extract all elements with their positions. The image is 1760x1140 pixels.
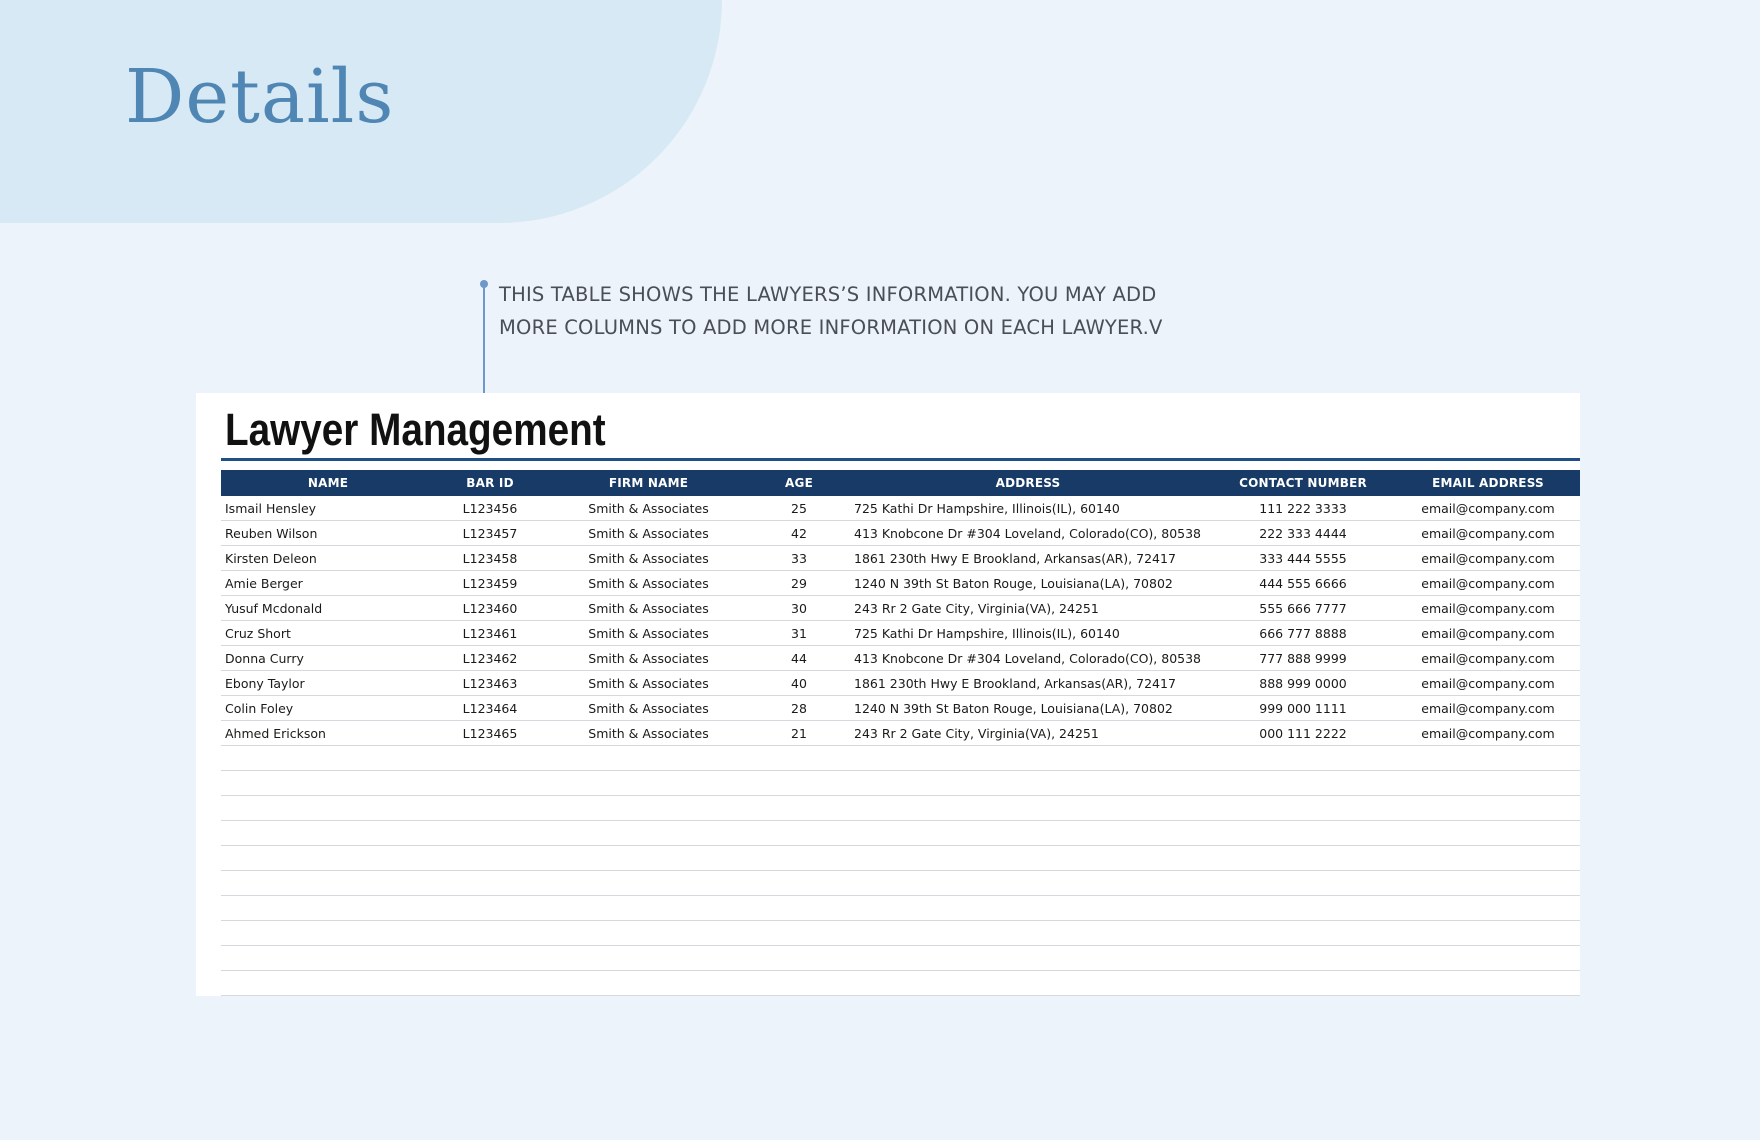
empty-cell[interactable] xyxy=(752,896,846,921)
cell-age[interactable]: 42 xyxy=(752,521,846,546)
cell-name[interactable]: Reuben Wilson xyxy=(221,521,435,546)
empty-cell[interactable] xyxy=(221,796,435,821)
empty-cell[interactable] xyxy=(1396,796,1580,821)
cell-age[interactable]: 40 xyxy=(752,671,846,696)
cell-email-address[interactable]: email@company.com xyxy=(1396,596,1580,621)
cell-email-address[interactable]: email@company.com xyxy=(1396,621,1580,646)
empty-cell[interactable] xyxy=(221,896,435,921)
empty-cell[interactable] xyxy=(435,896,545,921)
empty-cell[interactable] xyxy=(435,821,545,846)
cell-bar-id[interactable]: L123465 xyxy=(435,721,545,746)
cell-firm-name[interactable]: Smith & Associates xyxy=(545,721,752,746)
cell-address[interactable]: 243 Rr 2 Gate City, Virginia(VA), 24251 xyxy=(846,721,1210,746)
empty-cell[interactable] xyxy=(1210,946,1396,971)
empty-cell[interactable] xyxy=(1396,896,1580,921)
cell-firm-name[interactable]: Smith & Associates xyxy=(545,671,752,696)
cell-contact-number[interactable]: 333 444 5555 xyxy=(1210,546,1396,571)
cell-bar-id[interactable]: L123459 xyxy=(435,571,545,596)
cell-bar-id[interactable]: L123457 xyxy=(435,521,545,546)
cell-address[interactable]: 725 Kathi Dr Hampshire, Illinois(IL), 60140 xyxy=(846,621,1210,646)
cell-email-address[interactable]: email@company.com xyxy=(1396,496,1580,521)
empty-cell[interactable] xyxy=(545,771,752,796)
cell-contact-number[interactable]: 111 222 3333 xyxy=(1210,496,1396,521)
cell-age[interactable]: 25 xyxy=(752,496,846,521)
table-row[interactable] xyxy=(221,571,1580,596)
cell-bar-id[interactable]: L123460 xyxy=(435,596,545,621)
cell-email-address[interactable]: email@company.com xyxy=(1396,721,1580,746)
empty-table-row[interactable] xyxy=(221,771,1580,796)
empty-cell[interactable] xyxy=(221,871,435,896)
lawyer-sheet xyxy=(196,393,1580,996)
cell-name[interactable]: Cruz Short xyxy=(221,621,435,646)
empty-cell[interactable] xyxy=(1210,921,1396,946)
empty-table-row[interactable] xyxy=(221,921,1580,946)
cell-address[interactable]: 413 Knobcone Dr #304 Loveland, Colorado(CO), 80538 xyxy=(846,646,1210,671)
cell-firm-name[interactable]: Smith & Associates xyxy=(545,571,752,596)
empty-cell[interactable] xyxy=(545,946,752,971)
empty-table-row[interactable] xyxy=(221,971,1580,996)
table-row[interactable] xyxy=(221,646,1580,671)
empty-cell[interactable] xyxy=(752,821,846,846)
cell-contact-number[interactable]: 000 111 2222 xyxy=(1210,721,1396,746)
column-header-bar-id[interactable]: BAR ID xyxy=(435,470,545,496)
empty-table-row[interactable] xyxy=(221,946,1580,971)
cell-name[interactable]: Colin Foley xyxy=(221,696,435,721)
empty-cell[interactable] xyxy=(221,921,435,946)
cell-address[interactable]: 1861 230th Hwy E Brookland, Arkansas(AR), 72417 xyxy=(846,546,1210,571)
cell-bar-id[interactable]: L123461 xyxy=(435,621,545,646)
cell-contact-number[interactable]: 222 333 4444 xyxy=(1210,521,1396,546)
table-row[interactable] xyxy=(221,521,1580,546)
cell-contact-number[interactable]: 888 999 0000 xyxy=(1210,671,1396,696)
cell-contact-number[interactable]: 555 666 7777 xyxy=(1210,596,1396,621)
empty-cell[interactable] xyxy=(1396,771,1580,796)
cell-bar-id[interactable]: L123458 xyxy=(435,546,545,571)
empty-cell[interactable] xyxy=(752,871,846,896)
cell-firm-name[interactable]: Smith & Associates xyxy=(545,496,752,521)
empty-cell[interactable] xyxy=(545,896,752,921)
cell-email-address[interactable]: email@company.com xyxy=(1396,571,1580,596)
empty-cell[interactable] xyxy=(1396,846,1580,871)
empty-cell[interactable] xyxy=(846,896,1210,921)
empty-cell[interactable] xyxy=(1396,821,1580,846)
empty-cell[interactable] xyxy=(1210,971,1396,996)
cell-name[interactable]: Amie Berger xyxy=(221,571,435,596)
empty-cell[interactable] xyxy=(752,796,846,821)
column-header-address[interactable]: ADDRESS xyxy=(846,470,1210,496)
cell-firm-name[interactable]: Smith & Associates xyxy=(545,546,752,571)
empty-cell[interactable] xyxy=(545,921,752,946)
empty-cell[interactable] xyxy=(221,846,435,871)
empty-cell[interactable] xyxy=(1210,796,1396,821)
table-row[interactable] xyxy=(221,496,1580,521)
empty-table-row[interactable] xyxy=(221,871,1580,896)
cell-contact-number[interactable]: 999 000 1111 xyxy=(1210,696,1396,721)
empty-cell[interactable] xyxy=(1210,821,1396,846)
cell-firm-name[interactable]: Smith & Associates xyxy=(545,646,752,671)
cell-address[interactable]: 725 Kathi Dr Hampshire, Illinois(IL), 60140 xyxy=(846,496,1210,521)
empty-table-row[interactable] xyxy=(221,846,1580,871)
empty-cell[interactable] xyxy=(545,846,752,871)
table-row[interactable] xyxy=(221,696,1580,721)
empty-cell[interactable] xyxy=(435,871,545,896)
cell-address[interactable]: 1240 N 39th St Baton Rouge, Louisiana(LA), 70802 xyxy=(846,696,1210,721)
empty-cell[interactable] xyxy=(1396,946,1580,971)
empty-cell[interactable] xyxy=(1210,896,1396,921)
empty-cell[interactable] xyxy=(435,746,545,771)
empty-cell[interactable] xyxy=(221,821,435,846)
title-divider xyxy=(221,458,1580,461)
empty-cell[interactable] xyxy=(1396,746,1580,771)
page-heading: Details xyxy=(125,54,395,140)
empty-cell[interactable] xyxy=(1396,871,1580,896)
empty-cell[interactable] xyxy=(846,971,1210,996)
empty-cell[interactable] xyxy=(1210,871,1396,896)
column-header-email-address[interactable]: EMAIL ADDRESS xyxy=(1396,470,1580,496)
empty-cell[interactable] xyxy=(545,871,752,896)
cell-age[interactable]: 31 xyxy=(752,621,846,646)
table-row[interactable] xyxy=(221,596,1580,621)
cell-name[interactable]: Ebony Taylor xyxy=(221,671,435,696)
cell-address[interactable]: 413 Knobcone Dr #304 Loveland, Colorado(CO), 80538 xyxy=(846,521,1210,546)
empty-cell[interactable] xyxy=(435,846,545,871)
empty-cell[interactable] xyxy=(846,946,1210,971)
table-note: THIS TABLE SHOWS THE LAWYERS’S INFORMATION. YOU MAY ADD MORE COLUMNS TO ADD MORE INFORMATION ON EACH LAWYER.V xyxy=(499,283,1163,339)
cell-firm-name[interactable]: Smith & Associates xyxy=(545,521,752,546)
cell-address[interactable]: 1861 230th Hwy E Brookland, Arkansas(AR), 72417 xyxy=(846,671,1210,696)
cell-name[interactable]: Kirsten Deleon xyxy=(221,546,435,571)
cell-age[interactable]: 28 xyxy=(752,696,846,721)
cell-age[interactable]: 44 xyxy=(752,646,846,671)
empty-cell[interactable] xyxy=(545,746,752,771)
cell-contact-number[interactable]: 666 777 8888 xyxy=(1210,621,1396,646)
column-header-firm-name[interactable]: FIRM NAME xyxy=(545,470,752,496)
empty-table-row[interactable] xyxy=(221,796,1580,821)
table-header-row xyxy=(221,470,1580,496)
empty-cell[interactable] xyxy=(221,771,435,796)
cell-age[interactable]: 30 xyxy=(752,596,846,621)
lawyer-table xyxy=(221,470,1580,996)
empty-cell[interactable] xyxy=(846,871,1210,896)
column-header-age[interactable]: AGE xyxy=(752,470,846,496)
table-row[interactable] xyxy=(221,621,1580,646)
empty-cell[interactable] xyxy=(545,971,752,996)
empty-cell[interactable] xyxy=(752,946,846,971)
empty-cell[interactable] xyxy=(221,971,435,996)
cell-name[interactable]: Ahmed Erickson xyxy=(221,721,435,746)
empty-cell[interactable] xyxy=(846,921,1210,946)
column-header-contact-number[interactable]: CONTACT NUMBER xyxy=(1210,470,1396,496)
empty-cell[interactable] xyxy=(545,796,752,821)
empty-table-row[interactable] xyxy=(221,821,1580,846)
empty-table-row[interactable] xyxy=(221,896,1580,921)
empty-cell[interactable] xyxy=(846,846,1210,871)
empty-cell[interactable] xyxy=(1210,846,1396,871)
empty-cell[interactable] xyxy=(846,796,1210,821)
cell-bar-id[interactable]: L123463 xyxy=(435,671,545,696)
cell-contact-number[interactable]: 444 555 6666 xyxy=(1210,571,1396,596)
empty-cell[interactable] xyxy=(221,946,435,971)
cell-bar-id[interactable]: L123464 xyxy=(435,696,545,721)
cell-name[interactable]: Donna Curry xyxy=(221,646,435,671)
cell-age[interactable]: 33 xyxy=(752,546,846,571)
cell-bar-id[interactable]: L123456 xyxy=(435,496,545,521)
cell-name[interactable]: Yusuf Mcdonald xyxy=(221,596,435,621)
empty-cell[interactable] xyxy=(752,971,846,996)
empty-cell[interactable] xyxy=(846,821,1210,846)
table-body xyxy=(221,496,1580,996)
empty-cell[interactable] xyxy=(846,746,1210,771)
cell-bar-id[interactable]: L123462 xyxy=(435,646,545,671)
cell-email-address[interactable]: email@company.com xyxy=(1396,521,1580,546)
empty-cell[interactable] xyxy=(545,821,752,846)
cell-email-address[interactable]: email@company.com xyxy=(1396,546,1580,571)
cell-address[interactable]: 1240 N 39th St Baton Rouge, Louisiana(LA), 70802 xyxy=(846,571,1210,596)
empty-cell[interactable] xyxy=(1210,746,1396,771)
cell-firm-name[interactable]: Smith & Associates xyxy=(545,696,752,721)
empty-cell[interactable] xyxy=(435,971,545,996)
cell-age[interactable]: 29 xyxy=(752,571,846,596)
cell-email-address[interactable]: email@company.com xyxy=(1396,696,1580,721)
cell-address[interactable]: 243 Rr 2 Gate City, Virginia(VA), 24251 xyxy=(846,596,1210,621)
empty-cell[interactable] xyxy=(435,921,545,946)
cell-email-address[interactable]: email@company.com xyxy=(1396,646,1580,671)
empty-cell[interactable] xyxy=(221,746,435,771)
empty-cell[interactable] xyxy=(1210,771,1396,796)
empty-cell[interactable] xyxy=(435,796,545,821)
empty-cell[interactable] xyxy=(752,746,846,771)
cell-contact-number[interactable]: 777 888 9999 xyxy=(1210,646,1396,671)
table-row[interactable] xyxy=(221,721,1580,746)
empty-cell[interactable] xyxy=(1396,921,1580,946)
empty-table-row[interactable] xyxy=(221,746,1580,771)
cell-firm-name[interactable]: Smith & Associates xyxy=(545,596,752,621)
cell-name[interactable]: Ismail Hensley xyxy=(221,496,435,521)
empty-cell[interactable] xyxy=(752,921,846,946)
empty-cell[interactable] xyxy=(435,946,545,971)
cell-firm-name[interactable]: Smith & Associates xyxy=(545,621,752,646)
cell-email-address[interactable]: email@company.com xyxy=(1396,671,1580,696)
table-row[interactable] xyxy=(221,546,1580,571)
cell-age[interactable]: 21 xyxy=(752,721,846,746)
table-row[interactable] xyxy=(221,671,1580,696)
sheet-title: Lawyer Management xyxy=(225,404,606,455)
empty-cell[interactable] xyxy=(846,771,1210,796)
column-header-name[interactable]: NAME xyxy=(221,470,435,496)
empty-cell[interactable] xyxy=(752,846,846,871)
empty-cell[interactable] xyxy=(1396,971,1580,996)
empty-cell[interactable] xyxy=(435,771,545,796)
empty-cell[interactable] xyxy=(752,771,846,796)
